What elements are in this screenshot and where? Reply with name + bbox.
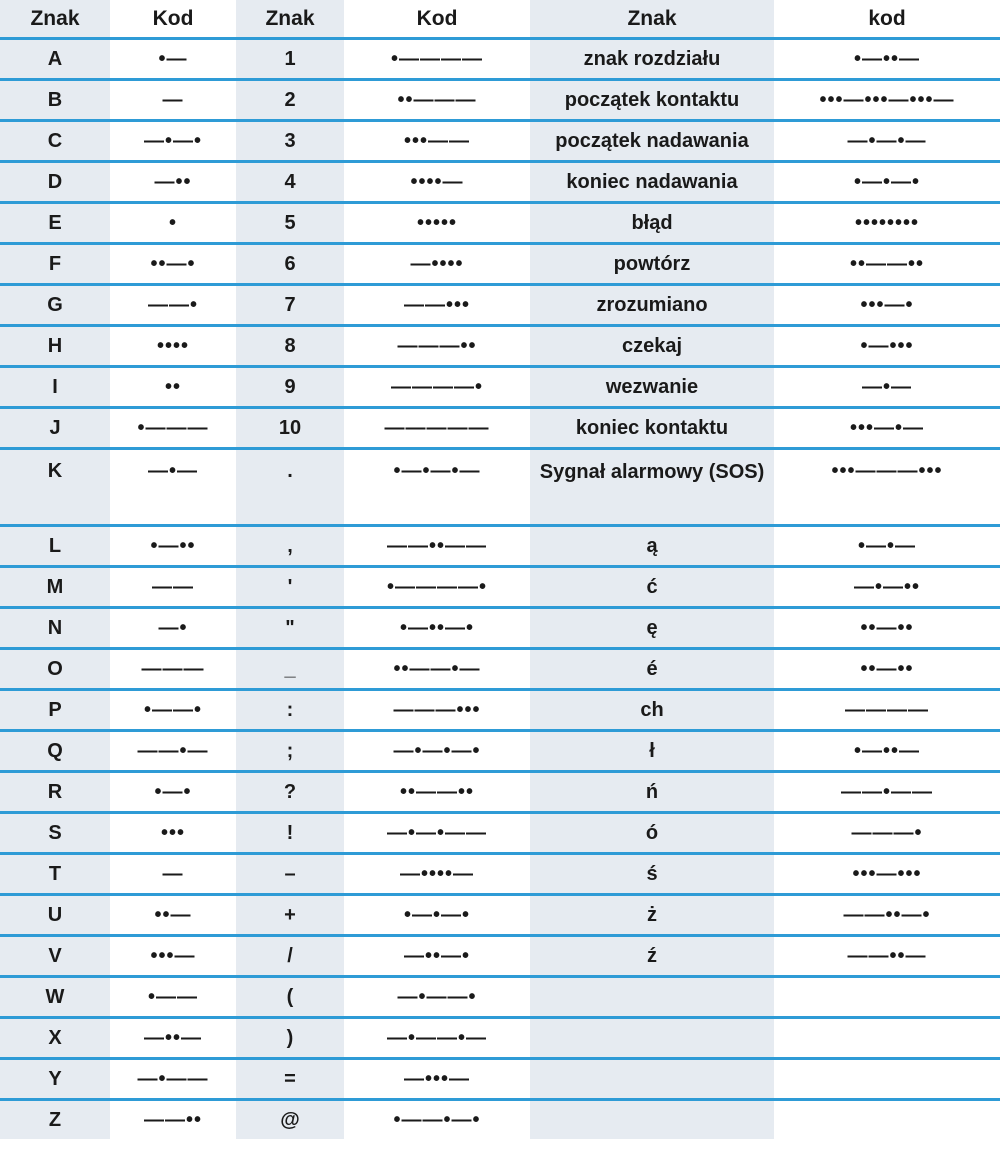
digit-sign-cell: 9 xyxy=(236,367,344,408)
letter-sign-cell: S xyxy=(0,813,110,854)
special-sign-cell: początek kontaktu xyxy=(530,80,774,121)
special-sign-cell: é xyxy=(530,649,774,690)
digit-sign-cell: . xyxy=(236,449,344,526)
letter-sign-cell: I xyxy=(0,367,110,408)
special-sign-cell xyxy=(530,977,774,1018)
table-row xyxy=(0,977,1000,1018)
digit-code-cell: •————• xyxy=(344,567,530,608)
table-row xyxy=(0,367,1000,408)
letter-sign-cell: G xyxy=(0,285,110,326)
special-code-cell: •••———••• xyxy=(774,449,1000,526)
table-row xyxy=(0,408,1000,449)
letter-code-cell: •• xyxy=(110,367,236,408)
digit-sign-cell: 4 xyxy=(236,162,344,203)
digit-sign-cell: ) xyxy=(236,1018,344,1059)
table-row xyxy=(0,731,1000,772)
letter-sign-cell: W xyxy=(0,977,110,1018)
digit-sign-cell: _ xyxy=(236,649,344,690)
digit-code-cell: —••••— xyxy=(344,854,530,895)
special-code-cell: •••—• xyxy=(774,285,1000,326)
table-row xyxy=(0,326,1000,367)
digit-sign-cell: , xyxy=(236,526,344,567)
letter-code-cell: ——— xyxy=(110,649,236,690)
digit-code-cell: •———— xyxy=(344,39,530,80)
digit-code-cell: —•——•— xyxy=(344,1018,530,1059)
digit-code-cell: —•—•—• xyxy=(344,731,530,772)
special-code-cell: •—•— xyxy=(774,526,1000,567)
letter-sign-cell: C xyxy=(0,121,110,162)
letter-sign-cell: V xyxy=(0,936,110,977)
digit-sign-cell: + xyxy=(236,895,344,936)
digit-code-cell: ••••• xyxy=(344,203,530,244)
table-row xyxy=(0,772,1000,813)
digit-sign-cell: 10 xyxy=(236,408,344,449)
special-sign-cell: powtórz xyxy=(530,244,774,285)
special-sign-cell: znak rozdziału xyxy=(530,39,774,80)
table-row xyxy=(0,162,1000,203)
table-row xyxy=(0,936,1000,977)
special-code-cell: —•—•• xyxy=(774,567,1000,608)
letter-sign-cell: J xyxy=(0,408,110,449)
special-code-cell: ——•—— xyxy=(774,772,1000,813)
digit-code-cell: ——••—— xyxy=(344,526,530,567)
special-sign-cell xyxy=(530,1100,774,1140)
digit-code-cell: ••——•• xyxy=(344,772,530,813)
digit-code-cell: •—••—• xyxy=(344,608,530,649)
digit-code-cell: •——•—• xyxy=(393,1109,481,1131)
letter-code-cell: ——•• xyxy=(143,1109,202,1131)
special-sign-cell: ł xyxy=(530,731,774,772)
special-sign-cell: zrozumiano xyxy=(530,285,774,326)
digit-code-cell: —••—• xyxy=(344,936,530,977)
table-row xyxy=(0,1018,1000,1059)
special-sign-cell: ę xyxy=(530,608,774,649)
table-row xyxy=(0,690,1000,731)
special-code-cell: ••—•• xyxy=(774,649,1000,690)
digit-code-cell: ••••— xyxy=(344,162,530,203)
letter-code-cell: ••— xyxy=(110,895,236,936)
digit-code-cell: •••—— xyxy=(344,121,530,162)
digit-sign-cell: ( xyxy=(236,977,344,1018)
letter-sign-cell: R xyxy=(0,772,110,813)
table-row xyxy=(0,1100,1000,1140)
special-sign-cell: ć xyxy=(530,567,774,608)
letter-code-cell: •— xyxy=(110,39,236,80)
letter-sign-cell: F xyxy=(0,244,110,285)
special-sign-cell: ń xyxy=(530,772,774,813)
digit-sign-cell: @ xyxy=(236,1100,344,1140)
digit-sign-cell: " xyxy=(236,608,344,649)
special-sign-cell: wezwanie xyxy=(530,367,774,408)
letter-code-cell: •—— xyxy=(110,977,236,1018)
special-code-cell: •—••— xyxy=(774,39,1000,80)
digit-sign-cell: 3 xyxy=(236,121,344,162)
header-special-sign: Znak xyxy=(530,0,774,39)
header-letter-sign: Znak xyxy=(0,0,110,39)
table-row xyxy=(0,895,1000,936)
letter-code-cell: •—• xyxy=(110,772,236,813)
digit-code-cell: ————— xyxy=(344,408,530,449)
digit-sign-cell: ! xyxy=(236,813,344,854)
digit-sign-cell: ' xyxy=(236,567,344,608)
letter-sign-cell: K xyxy=(0,449,110,526)
letter-sign-cell: O xyxy=(0,649,110,690)
special-sign-cell: błąd xyxy=(530,203,774,244)
letter-code-cell: ——• xyxy=(110,285,236,326)
special-code-cell: •—••• xyxy=(774,326,1000,367)
letter-sign-cell: L xyxy=(0,526,110,567)
special-code-cell xyxy=(774,1018,1000,1059)
table-row xyxy=(0,608,1000,649)
digit-sign-cell: 7 xyxy=(236,285,344,326)
digit-code-cell: —•••• xyxy=(344,244,530,285)
special-code-cell xyxy=(774,1100,1000,1140)
letter-sign-cell: D xyxy=(0,162,110,203)
letter-sign-cell: Z xyxy=(0,1100,110,1140)
letter-sign-cell: B xyxy=(0,80,110,121)
letter-code-cell: •——• xyxy=(110,690,236,731)
table-row xyxy=(0,39,1000,80)
letter-code-cell: •••• xyxy=(110,326,236,367)
special-code-cell: •••—•— xyxy=(774,408,1000,449)
special-code-cell: ••——•• xyxy=(774,244,1000,285)
digit-code-cell: ••——— xyxy=(344,80,530,121)
special-sign-cell: ó xyxy=(530,813,774,854)
special-sign-cell: ą xyxy=(530,526,774,567)
letter-code-cell: •••— xyxy=(110,936,236,977)
special-code-cell: ——••—• xyxy=(774,895,1000,936)
special-sign-cell: ź xyxy=(530,936,774,977)
table-row xyxy=(0,1059,1000,1100)
digit-sign-cell: 1 xyxy=(236,39,344,80)
special-code-cell xyxy=(774,977,1000,1018)
letter-code-cell: • xyxy=(110,203,236,244)
table-row xyxy=(0,244,1000,285)
table-row xyxy=(0,526,1000,567)
special-code-cell: ———• xyxy=(774,813,1000,854)
table-row xyxy=(0,285,1000,326)
header-digit-code: Kod xyxy=(344,0,530,39)
letter-sign-cell: Q xyxy=(0,731,110,772)
letter-sign-cell: Y xyxy=(0,1059,110,1100)
special-code-cell: —•—•— xyxy=(774,121,1000,162)
table-row xyxy=(0,449,1000,526)
letter-sign-cell: M xyxy=(0,567,110,608)
digit-sign-cell: 2 xyxy=(236,80,344,121)
letter-sign-cell: X xyxy=(0,1018,110,1059)
digit-code-cell: ——••• xyxy=(344,285,530,326)
letter-sign-cell: T xyxy=(0,854,110,895)
special-sign-cell: koniec nadawania xyxy=(530,162,774,203)
special-code-cell: •••—•••—•••— xyxy=(774,80,1000,121)
digit-sign-cell: 5 xyxy=(236,203,344,244)
special-code-cell: ••—•• xyxy=(774,608,1000,649)
letter-code-cell: —•— xyxy=(110,449,236,526)
table-row xyxy=(0,649,1000,690)
digit-sign-cell: ? xyxy=(236,772,344,813)
digit-code-cell: —•——• xyxy=(344,977,530,1018)
digit-sign-cell: – xyxy=(236,854,344,895)
special-sign-cell xyxy=(530,1059,774,1100)
letter-sign-cell: H xyxy=(0,326,110,367)
letter-code-cell: —•—— xyxy=(110,1059,236,1100)
letter-code-cell: —••— xyxy=(110,1018,236,1059)
digit-sign-cell: 6 xyxy=(236,244,344,285)
letter-sign-cell: A xyxy=(0,39,110,80)
table-row xyxy=(0,567,1000,608)
special-sign-cell: początek nadawania xyxy=(530,121,774,162)
letter-code-cell: —• xyxy=(110,608,236,649)
letter-code-cell: •——— xyxy=(110,408,236,449)
letter-code-cell: ——•— xyxy=(110,731,236,772)
digit-code-cell: ————• xyxy=(344,367,530,408)
letter-sign-cell: N xyxy=(0,608,110,649)
digit-sign-cell: : xyxy=(236,690,344,731)
special-code-cell: •••—••• xyxy=(774,854,1000,895)
letter-code-cell: •—•• xyxy=(110,526,236,567)
digit-code-cell: ———•• xyxy=(344,326,530,367)
letter-code-cell: —•—• xyxy=(110,121,236,162)
digit-code-cell: ••——•— xyxy=(344,649,530,690)
special-code-cell xyxy=(774,1059,1000,1100)
letter-code-cell: —•• xyxy=(110,162,236,203)
special-code-cell: —•— xyxy=(774,367,1000,408)
special-sign-cell: ch xyxy=(530,690,774,731)
letter-code-cell: ••• xyxy=(110,813,236,854)
special-code-cell: •—•—• xyxy=(774,162,1000,203)
special-code-cell: •—••— xyxy=(774,731,1000,772)
digit-code-cell: •—•—• xyxy=(344,895,530,936)
special-code-cell: ———— xyxy=(774,690,1000,731)
digit-code-cell: ———••• xyxy=(344,690,530,731)
special-sign-cell: koniec kontaktu xyxy=(530,408,774,449)
letter-sign-cell: E xyxy=(0,203,110,244)
letter-code-cell: ••—• xyxy=(110,244,236,285)
digit-code-cell: —•••— xyxy=(344,1059,530,1100)
digit-code-cell: —•—•—— xyxy=(344,813,530,854)
table-row xyxy=(0,80,1000,121)
header-row xyxy=(0,0,1000,39)
letter-code-cell: —— xyxy=(110,567,236,608)
special-code-cell: •••••••• xyxy=(774,203,1000,244)
letter-code-cell: — xyxy=(110,80,236,121)
digit-sign-cell: = xyxy=(236,1059,344,1100)
special-sign-cell: ż xyxy=(530,895,774,936)
header-digit-sign: Znak xyxy=(236,0,344,39)
special-sign-cell: czekaj xyxy=(530,326,774,367)
special-sign-cell: ś xyxy=(530,854,774,895)
table-row xyxy=(0,203,1000,244)
special-code-cell: ——••— xyxy=(774,936,1000,977)
letter-code-cell: — xyxy=(110,854,236,895)
letter-sign-cell: P xyxy=(0,690,110,731)
special-sign-cell xyxy=(530,1018,774,1059)
digit-sign-cell: ; xyxy=(236,731,344,772)
digit-sign-cell: 8 xyxy=(236,326,344,367)
header-letter-code: Kod xyxy=(110,0,236,39)
digit-sign-cell: / xyxy=(236,936,344,977)
digit-code-cell: •—•—•— xyxy=(344,449,530,526)
table-row xyxy=(0,121,1000,162)
special-sign-cell: Sygnał alarmowy (SOS) xyxy=(530,449,774,526)
table-row xyxy=(0,854,1000,895)
header-special-code: kod xyxy=(774,0,1000,39)
table-row xyxy=(0,813,1000,854)
letter-sign-cell: U xyxy=(0,895,110,936)
